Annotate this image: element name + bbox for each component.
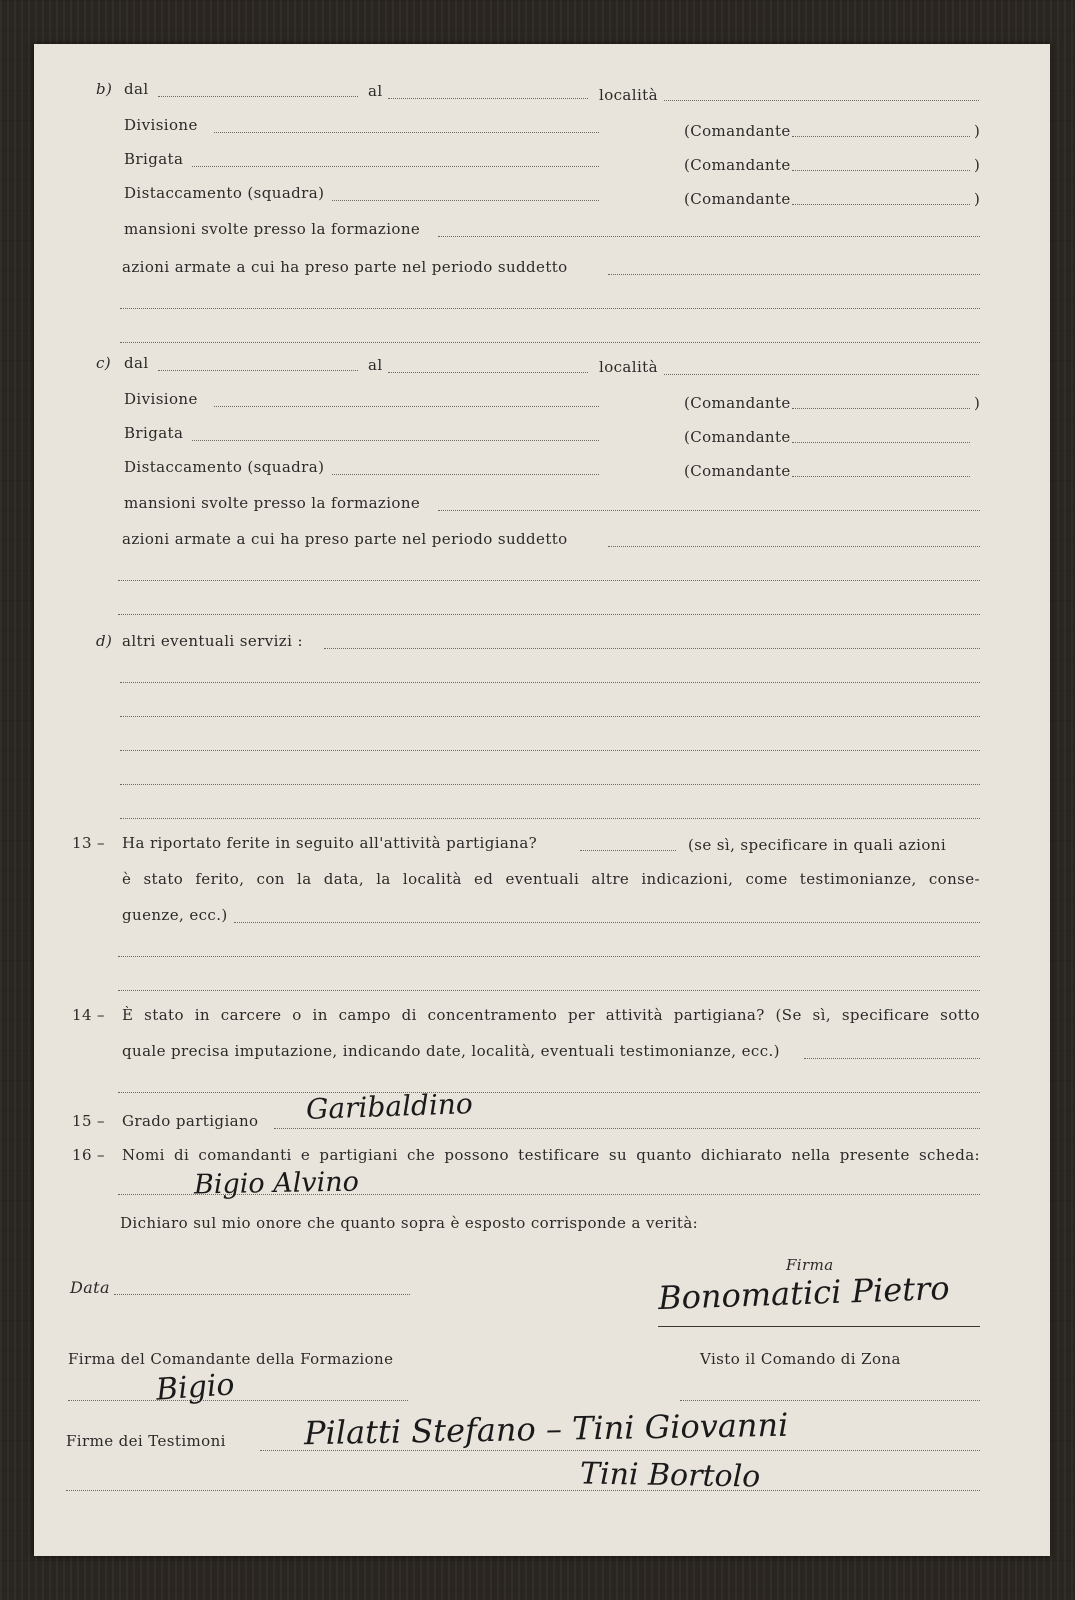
question-16-text: Nomi di comandanti e partigiani che possono testificare su quanto dichiarato nella presente scheda: xyxy=(122,1146,980,1164)
close-paren: ) xyxy=(974,156,981,174)
ferite-answer-field[interactable] xyxy=(580,850,676,851)
question-14-line2: quale precisa imputazione, indicando date, località, eventuali testimonianze, ecc.) xyxy=(122,1042,780,1060)
question-14-line1: È stato in carcere o in campo di concentramento per attività partigiana? (Se sì, specificare sotto xyxy=(122,1006,980,1024)
comandante-field[interactable] xyxy=(792,204,970,205)
testimoni-signature-1: Pilatti Stefano – Tini Giovanni xyxy=(303,1405,789,1453)
question-number: 14 – xyxy=(72,1006,105,1024)
azioni-line[interactable] xyxy=(118,614,980,615)
azioni-field[interactable] xyxy=(608,546,980,547)
close-paren: ) xyxy=(974,190,981,208)
comandante-label: (Comandante xyxy=(684,462,791,480)
question-13-line2: è stato ferito, con la data, la località ed eventuali altre indicazioni, come testimonianze, conse- xyxy=(122,870,980,888)
section-letter: b) xyxy=(96,80,113,98)
localita-field[interactable] xyxy=(664,374,979,375)
question-13-text: Ha riportato ferite in seguito all'attività partigiana? xyxy=(122,834,538,852)
firma-signature: Bonomatici Pietro xyxy=(657,1268,951,1318)
altri-servizi-line[interactable] xyxy=(120,750,980,751)
al-field[interactable] xyxy=(388,98,588,99)
testimoni-line[interactable] xyxy=(66,1490,980,1491)
grado-label: Grado partigiano xyxy=(122,1112,259,1130)
dichiarazione-text: Dichiaro sul mio onore che quanto sopra è esposto corrisponde a verità: xyxy=(120,1214,699,1232)
al-label: al xyxy=(368,82,383,100)
close-paren: ) xyxy=(974,394,981,412)
mansioni-label: mansioni svolte presso la formazione xyxy=(124,494,421,512)
al-label: al xyxy=(368,356,383,374)
carcere-field[interactable] xyxy=(804,1058,980,1059)
al-field[interactable] xyxy=(388,372,588,373)
distaccamento-field[interactable] xyxy=(332,474,599,475)
brigata-label: Brigata xyxy=(124,150,184,168)
firma-line[interactable] xyxy=(658,1326,980,1327)
dal-label: dal xyxy=(124,80,149,98)
question-13-line3: guenze, ecc.) xyxy=(122,906,228,924)
altri-servizi-line[interactable] xyxy=(120,716,980,717)
comandante-label: (Comandante xyxy=(684,428,791,446)
comandante-field[interactable] xyxy=(792,170,970,171)
mansioni-label: mansioni svolte presso la formazione xyxy=(124,220,421,238)
mansioni-field[interactable] xyxy=(438,236,980,237)
comandante-label: (Comandante xyxy=(684,156,791,174)
comandante-field[interactable] xyxy=(792,136,970,137)
altri-servizi-line[interactable] xyxy=(120,818,980,819)
testimoni-handwritten-names: Bigio Alvino xyxy=(193,1166,360,1201)
data-label: Data xyxy=(70,1278,110,1297)
ferite-details-line[interactable] xyxy=(118,956,980,957)
dal-field[interactable] xyxy=(158,370,358,371)
azioni-label: azioni armate a cui ha preso parte nel periodo suddetto xyxy=(122,258,568,276)
comandante-signature: Bigio xyxy=(154,1367,236,1408)
distaccamento-label: Distaccamento (squadra) xyxy=(124,458,325,476)
altri-servizi-line[interactable] xyxy=(120,784,980,785)
ferite-details-field[interactable] xyxy=(234,922,980,923)
comandante-label: (Comandante xyxy=(684,122,791,140)
question-13-text-cont: (se sì, specificare in quali azioni xyxy=(688,836,947,854)
distaccamento-field[interactable] xyxy=(332,200,599,201)
azioni-field[interactable] xyxy=(608,274,980,275)
localita-label: località xyxy=(599,358,658,376)
brigata-field[interactable] xyxy=(192,166,599,167)
altri-servizi-line[interactable] xyxy=(120,682,980,683)
close-paren: ) xyxy=(974,122,981,140)
comandante-formazione-field[interactable] xyxy=(68,1400,408,1401)
azioni-line[interactable] xyxy=(120,308,980,309)
firma-label: Firma xyxy=(786,1256,834,1274)
question-number: 16 – xyxy=(72,1146,105,1164)
data-field[interactable] xyxy=(114,1294,410,1295)
question-number: 15 – xyxy=(72,1112,105,1130)
divisione-label: Divisione xyxy=(124,390,198,408)
altri-servizi-label: altri eventuali servizi : xyxy=(122,632,303,650)
testimoni-label: Firme dei Testimoni xyxy=(66,1432,226,1450)
section-letter: c) xyxy=(96,354,112,372)
mansioni-field[interactable] xyxy=(438,510,980,511)
dal-label: dal xyxy=(124,354,149,372)
brigata-label: Brigata xyxy=(124,424,184,442)
testimoni-signature-2: Tini Bortolo xyxy=(579,1456,761,1495)
section-letter: d) xyxy=(96,632,113,650)
divisione-field[interactable] xyxy=(214,406,599,407)
azioni-line[interactable] xyxy=(120,342,980,343)
question-number: 13 – xyxy=(72,834,105,852)
comandante-field[interactable] xyxy=(792,476,970,477)
divisione-label: Divisione xyxy=(124,116,198,134)
azioni-label: azioni armate a cui ha preso parte nel periodo suddetto xyxy=(122,530,568,548)
carcere-line[interactable] xyxy=(118,1092,980,1093)
altri-servizi-field[interactable] xyxy=(324,648,980,649)
localita-field[interactable] xyxy=(664,100,979,101)
distaccamento-label: Distaccamento (squadra) xyxy=(124,184,325,202)
grado-handwritten-value: Garibaldino xyxy=(305,1087,474,1126)
localita-label: località xyxy=(599,86,658,104)
comandante-label: (Comandante xyxy=(684,190,791,208)
dal-field[interactable] xyxy=(158,96,358,97)
brigata-field[interactable] xyxy=(192,440,599,441)
grado-field[interactable] xyxy=(274,1128,980,1129)
visto-comando-label: Visto il Comando di Zona xyxy=(700,1350,901,1368)
azioni-line[interactable] xyxy=(118,580,980,581)
ferite-details-line[interactable] xyxy=(118,990,980,991)
comandante-label: (Comandante xyxy=(684,394,791,412)
visto-comando-field[interactable] xyxy=(680,1400,980,1401)
comandante-field[interactable] xyxy=(792,408,970,409)
divisione-field[interactable] xyxy=(214,132,599,133)
form-page xyxy=(34,44,1050,1556)
comandante-formazione-label: Firma del Comandante della Formazione xyxy=(68,1350,394,1368)
comandante-field[interactable] xyxy=(792,442,970,443)
